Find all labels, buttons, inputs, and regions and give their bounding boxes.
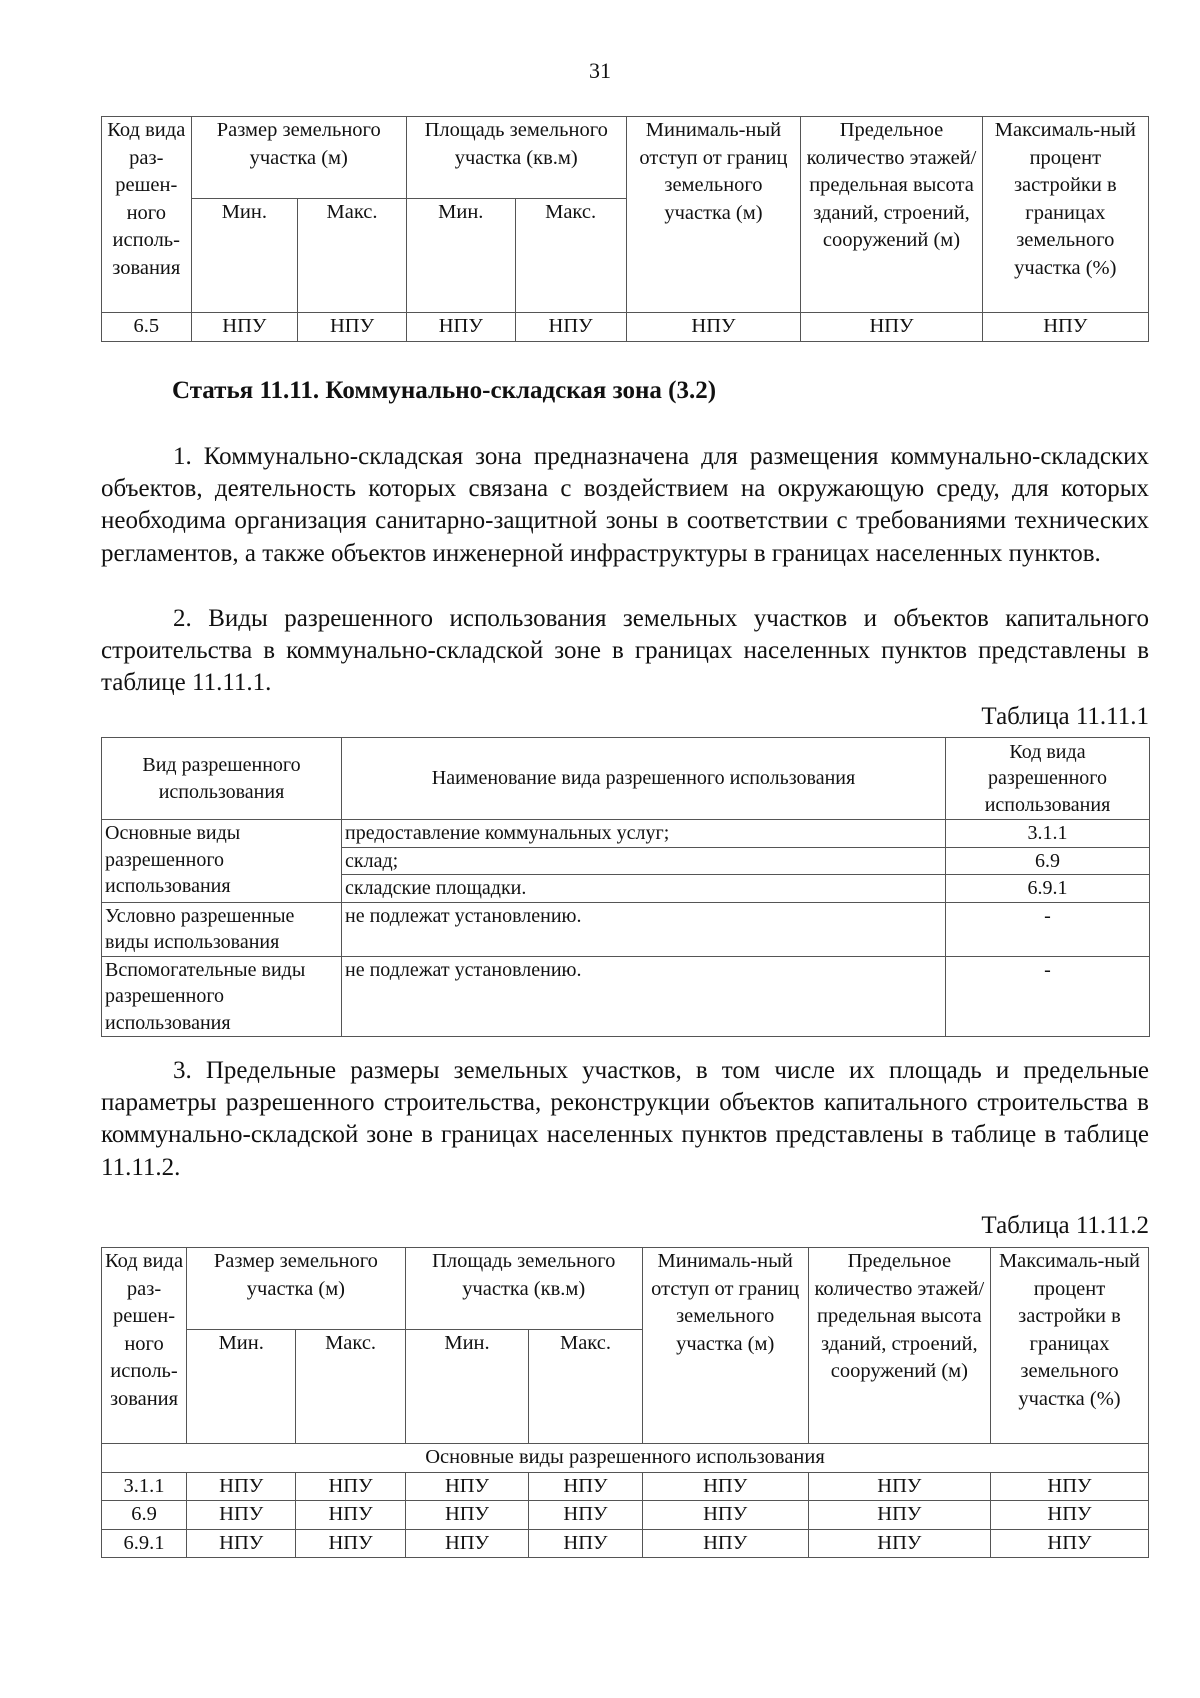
cell: НПУ — [515, 313, 626, 342]
row-code: 6.9 — [102, 1501, 187, 1530]
cell: НПУ — [296, 1501, 405, 1530]
header-area: Площадь земельного участка (кв.м) — [405, 1248, 642, 1330]
header-coverage: Максималь-ный процент застройки в границах земельного участка (%) — [990, 1248, 1148, 1444]
row-code: 3.1.1 — [102, 1472, 187, 1501]
paragraph-3: 3. Предельные размеры земельных участков, в том числе их площадь и предельные параметры разрешенного строительства, реконструкции объектов капитального строительства в коммунально-складской зоне в границах населенных пунктов представлены в таблице в таблице 11.11.2. — [101, 1057, 1149, 1181]
page-number: 31 — [589, 58, 611, 83]
table-row — [102, 313, 1149, 342]
cell: НПУ — [191, 313, 298, 342]
params-table — [101, 1247, 1149, 1558]
cell: НПУ — [990, 1472, 1148, 1501]
cell: НПУ — [405, 1472, 529, 1501]
row-code: 6.9.1 — [102, 1529, 187, 1558]
table1-caption: Таблица 11.11.1 — [981, 703, 1149, 730]
article-heading: Статья 11.11. Коммунально-складская зона (3.2) — [172, 377, 717, 404]
use-name: не подлежат установлению. — [342, 956, 946, 1037]
cell: НПУ — [298, 313, 407, 342]
header-size-min: Мин. — [191, 199, 298, 313]
table-row — [102, 1501, 1149, 1530]
cell: НПУ — [642, 1501, 808, 1530]
main-uses-label: Основные виды разрешенного использования — [102, 820, 342, 903]
use-code: 6.9.1 — [946, 875, 1150, 903]
header-area-min: Мин. — [406, 199, 515, 313]
table-row — [102, 902, 1150, 956]
table-row — [102, 1472, 1149, 1501]
header-setback: Минималь-ный отступ от границ земельного участка (м) — [626, 117, 801, 313]
paragraph-1: 1. Коммунально-складская зона предназначена для размещения коммунально-складских объектов, деятельность которых связана с воздействием на окружающую среду, для которых необходима организация санитарно-защитной зоны в соответствии с требованиями технических регламентов, а также объектов инженерной инфраструктуры в границах населенных пунктов. — [101, 443, 1149, 567]
header-setback: Минималь-ный отступ от границ земельного участка (м) — [642, 1248, 808, 1444]
header-size-min: Мин. — [187, 1330, 296, 1444]
cell: НПУ — [642, 1472, 808, 1501]
cell: НПУ — [529, 1529, 642, 1558]
cell: НПУ — [808, 1472, 990, 1501]
cell: НПУ — [808, 1501, 990, 1530]
cell: НПУ — [529, 1501, 642, 1530]
cell: НПУ — [642, 1529, 808, 1558]
use-name: склад; — [342, 847, 946, 875]
use-code: - — [946, 902, 1150, 956]
t1-header-kind: Вид разрешенного использования — [102, 738, 342, 820]
cell: НПУ — [808, 1529, 990, 1558]
cell: НПУ — [990, 1529, 1148, 1558]
header-size-max: Макс. — [298, 199, 407, 313]
cell: НПУ — [405, 1501, 529, 1530]
use-name: складские площадки. — [342, 875, 946, 903]
conditional-uses-label: Условно разрешенные виды использования — [102, 902, 342, 956]
header-code: Код вида раз-решен-ного исполь-зования — [102, 117, 192, 313]
use-name: не подлежат установлению. — [342, 902, 946, 956]
header-area-max: Макс. — [529, 1330, 642, 1444]
header-size-max: Макс. — [296, 1330, 405, 1444]
cell: НПУ — [187, 1529, 296, 1558]
header-size: Размер земельного участка (м) — [191, 117, 406, 199]
use-name: предоставление коммунальных услуг; — [342, 820, 946, 848]
table2-caption: Таблица 11.11.2 — [981, 1212, 1149, 1239]
header-area: Площадь земельного участка (кв.м) — [406, 117, 626, 199]
cell: НПУ — [405, 1529, 529, 1558]
paragraph-2: 2. Виды разрешенного использования земельных участков и объектов капитального строительства в коммунально-складской зоне в границах населенных пунктов представлены в таблице 11.11.1. — [101, 605, 1149, 697]
cell: НПУ — [982, 313, 1148, 342]
t1-header-name: Наименование вида разрешенного использования — [342, 738, 946, 820]
auxiliary-uses-label: Вспомогательные виды разрешенного использования — [102, 956, 342, 1037]
cell: НПУ — [406, 313, 515, 342]
table-row — [102, 956, 1150, 1037]
t1-header-code: Код вида разрешенного использования — [946, 738, 1150, 820]
header-area-min: Мин. — [405, 1330, 529, 1444]
use-code: 6.9 — [946, 847, 1150, 875]
row-code: 6.5 — [102, 313, 192, 342]
cell: НПУ — [296, 1472, 405, 1501]
header-size: Размер земельного участка (м) — [187, 1248, 406, 1330]
header-code: Код вида раз-решен-ного исполь-зования — [102, 1248, 187, 1444]
header-coverage: Максималь-ный процент застройки в границах земельного участка (%) — [982, 117, 1148, 313]
header-floors: Предельное количество этажей/ предельная высота зданий, строений, сооружений (м) — [808, 1248, 990, 1444]
cell: НПУ — [187, 1501, 296, 1530]
cell: НПУ — [296, 1529, 405, 1558]
use-code: 3.1.1 — [946, 820, 1150, 848]
section-label: Основные виды разрешенного использования — [102, 1444, 1149, 1473]
cell: НПУ — [187, 1472, 296, 1501]
table-row — [102, 1529, 1149, 1558]
cell: НПУ — [529, 1472, 642, 1501]
permitted-use-table — [101, 737, 1150, 1037]
params-table-top — [101, 116, 1149, 342]
cell: НПУ — [801, 313, 982, 342]
header-area-max: Макс. — [515, 199, 626, 313]
header-floors: Предельное количество этажей/ предельная высота зданий, строений, сооружений (м) — [801, 117, 982, 313]
cell: НПУ — [626, 313, 801, 342]
table-row — [102, 820, 1150, 848]
cell: НПУ — [990, 1501, 1148, 1530]
use-code: - — [946, 956, 1150, 1037]
